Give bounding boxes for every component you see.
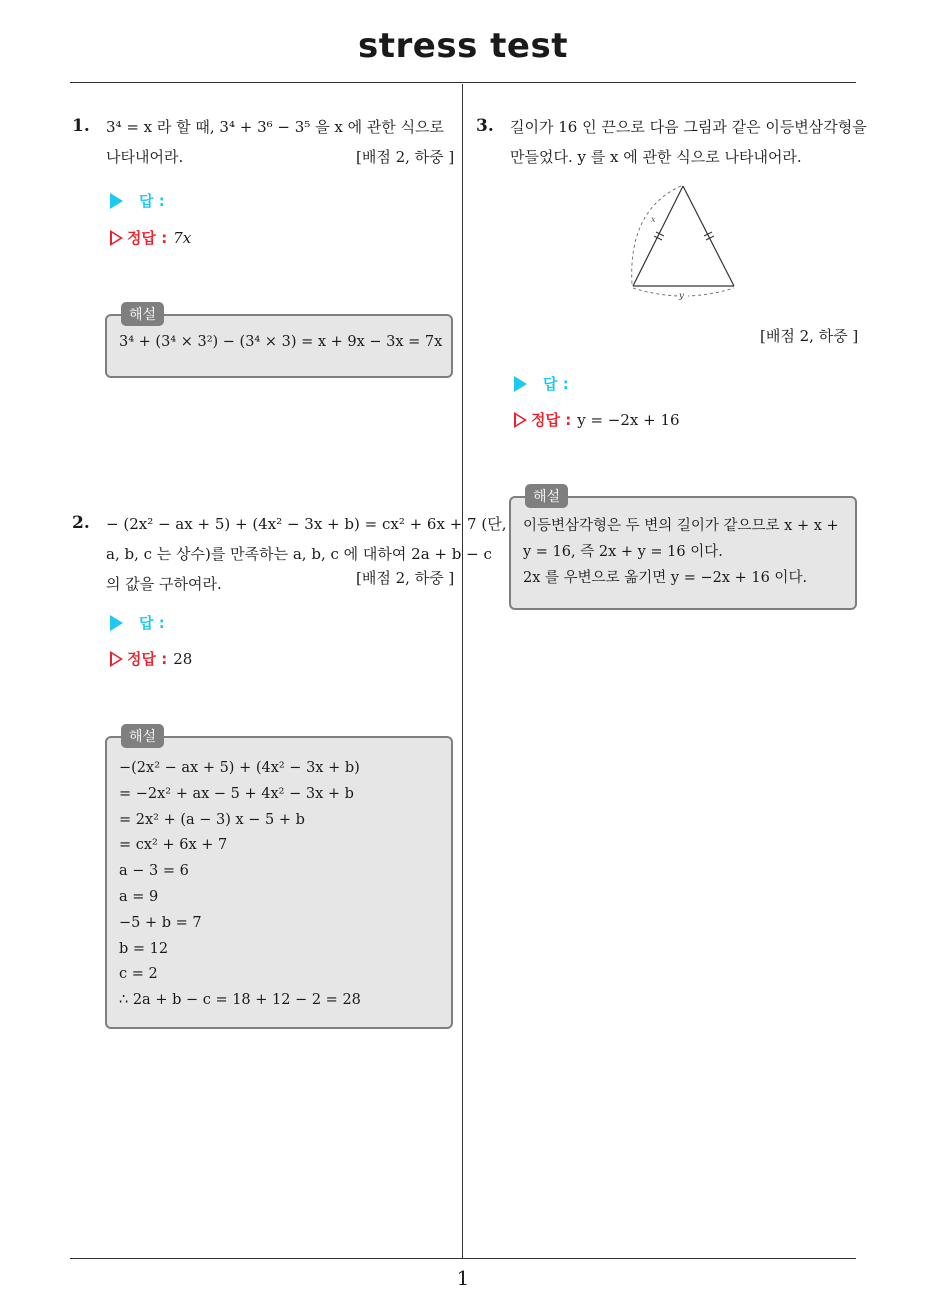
outline-triangle-icon [514, 412, 527, 428]
answer-label: 답 : [543, 375, 569, 393]
correct-answer-row [110, 227, 191, 248]
question-line: 길이가 16 인 끈으로 다음 그림과 같은 이등변삼각형을 [510, 118, 867, 136]
question-text [510, 112, 867, 172]
solution-line: = 2x² + (a − 3) x − 5 + b [119, 811, 305, 828]
correct-label: 정답 : [127, 650, 168, 668]
question-number: 2. [72, 513, 90, 533]
column-divider [462, 84, 463, 1258]
play-triangle-icon [110, 193, 123, 209]
triangle-left-side [633, 186, 683, 286]
base-label: y [679, 291, 684, 301]
correct-value: 7x [173, 229, 192, 247]
page-title: stress test [358, 26, 568, 66]
answer-row [110, 190, 165, 211]
score-label: [배점 2, 하중 ] [356, 148, 455, 166]
footer-rule [70, 1258, 856, 1259]
solution-tag: 해설 [121, 302, 164, 326]
solution-line: 2x 를 우변으로 옮기면 y = −2x + 16 이다. [523, 569, 808, 586]
solution-box [509, 489, 857, 610]
question-number: 1. [72, 116, 90, 136]
play-triangle-icon [110, 615, 123, 631]
solution-line: = −2x² + ax − 5 + 4x² − 3x + b [119, 785, 354, 802]
solution-line: 이등변삼각형은 두 변의 길이가 같으므로 x + x + [523, 518, 839, 534]
solution-box [105, 729, 453, 1029]
answer-row [514, 373, 569, 394]
play-triangle-icon [514, 376, 527, 392]
question-line: 의 값을 구하여라. [106, 575, 222, 593]
side-label: x [651, 215, 656, 224]
correct-answer-row [514, 409, 680, 430]
solution-line: = cx² + 6x + 7 [119, 837, 228, 854]
question-line: 만들었다. y 를 x 에 관한 식으로 나타내어라. [510, 148, 802, 166]
solution-tag: 해설 [525, 484, 568, 508]
solution-box [105, 307, 453, 378]
question-line: 나타내어라. [106, 148, 184, 166]
header-rule [70, 82, 856, 83]
correct-label: 정답 : [127, 229, 168, 247]
question-line: a, b, c 는 상수)를 만족하는 a, b, c 에 대하여 2a + b − c [106, 545, 492, 563]
solution-line: 3⁴ + (3⁴ × 3²) − (3⁴ × 3) = x + 9x − 3x = 7x [119, 334, 443, 350]
solution-line: b = 12 [119, 940, 169, 957]
solution-line: −5 + b = 7 [119, 914, 202, 931]
score-label: [배점 2, 하중 ] [356, 569, 455, 587]
solution-line: ∴ 2a + b − c = 18 + 12 − 2 = 28 [119, 992, 361, 1009]
page-number: 1 [456, 1266, 470, 1290]
solution-line: c = 2 [119, 966, 158, 983]
solution-line: a = 9 [119, 888, 159, 905]
solution-tag: 해설 [121, 724, 164, 748]
question-line: 3⁴ = x 라 할 때, 3⁴ + 3⁶ − 3⁵ 을 x 에 관한 식으로 [106, 118, 445, 136]
correct-value: y = −2x + 16 [577, 411, 680, 429]
score-label: [배점 2, 하중 ] [760, 327, 859, 345]
triangle-right-side [683, 186, 734, 286]
question-line: − (2x² − ax + 5) + (4x² − 3x + b) = cx² + 6x + 7 (단, [106, 515, 507, 533]
answer-label: 답 : [139, 192, 165, 210]
correct-value: 28 [173, 650, 193, 668]
solution-line: y = 16, 즉 2x + y = 16 이다. [523, 543, 723, 560]
answer-label: 답 : [139, 614, 165, 632]
solution-line: a − 3 = 6 [119, 863, 189, 880]
solution-line: −(2x² − ax + 5) + (4x² − 3x + b) [119, 760, 360, 776]
question-number: 3. [476, 116, 494, 136]
answer-row [110, 612, 165, 633]
isosceles-triangle-figure [620, 180, 750, 304]
correct-answer-row [110, 648, 192, 669]
side-length-brace [632, 186, 681, 284]
correct-label: 정답 : [531, 411, 572, 429]
outline-triangle-icon [110, 230, 123, 246]
outline-triangle-icon [110, 651, 123, 667]
equal-length-tick-left [654, 232, 664, 240]
